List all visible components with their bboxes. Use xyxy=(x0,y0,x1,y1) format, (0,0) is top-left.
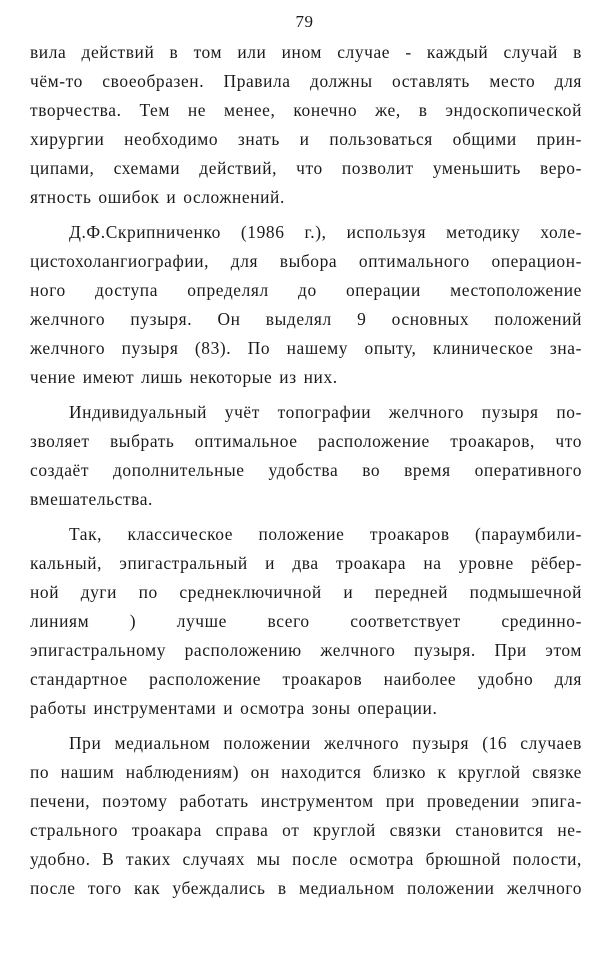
text-line: стрального троакара справа от круглой связки становится не- xyxy=(30,820,582,840)
text-line: хирургии необходимо знать и пользоваться общими прин- xyxy=(30,129,582,149)
text-line: зволяет выбрать оптимальное расположение троакаров, что xyxy=(30,431,582,451)
text-line: линиям ) лучше всего соответствует срединно- xyxy=(30,611,582,631)
text-line: работы инструментами и осмотра зоны операции. xyxy=(30,698,438,718)
text-line: кальный, эпигастральный и два троакара на уровне рёбер- xyxy=(30,553,582,573)
paragraph-1 xyxy=(30,38,582,212)
body-text xyxy=(30,38,582,903)
text-line: цистохолангиографии, для выбора оптимального операцион- xyxy=(30,251,582,271)
paragraph-3 xyxy=(30,398,582,514)
text-line: чение имеют лишь некоторые из них. xyxy=(30,367,338,387)
text-line: стандартное расположение троакаров наиболее удобно для xyxy=(30,669,582,689)
text-line: чём-то своеобразен. Правила должны оставлять место для xyxy=(30,71,582,91)
paragraph-4 xyxy=(30,520,582,723)
text-line: создаёт дополнительные удобства во время оперативного xyxy=(30,460,582,480)
text-line: эпигастральному расположению желчного пузыря. При этом xyxy=(30,640,582,660)
text-line: ципами, схемами действий, что позволит уменьшить веро- xyxy=(30,158,582,178)
text-line: Д.Ф.Скрипниченко (1986 г.), используя методику холе- xyxy=(69,222,582,242)
text-line: Так, классическое положение троакаров (параумбили- xyxy=(69,524,582,544)
text-line: печени, поэтому работать инструментом при проведении эпига- xyxy=(30,791,582,811)
text-line: удобно. В таких случаях мы после осмотра брюшной полости, xyxy=(30,849,582,869)
page-number: 79 xyxy=(295,12,314,31)
text-line: вила действий в том или ином случае - каждый случай в xyxy=(30,42,582,62)
text-line: При медиальном положении желчного пузыря (16 случаев xyxy=(69,733,582,753)
text-line: Индивидуальный учёт топографии желчного пузыря по- xyxy=(69,402,582,422)
text-line: ного доступа определял до операции местоположение xyxy=(30,280,582,300)
text-line: по нашим наблюдениям) он находится близко к круглой связке xyxy=(30,762,582,782)
text-line: после того как убеждались в медиальном положении желчного xyxy=(30,878,582,898)
text-line: желчного пузыря. Он выделял 9 основных положений xyxy=(30,309,582,329)
text-line: ятность ошибок и осложнений. xyxy=(30,187,285,207)
text-line: вмешательства. xyxy=(30,489,153,509)
paragraph-5 xyxy=(30,729,582,903)
text-line: творчества. Тем не менее, конечно же, в эндоскопической xyxy=(30,100,582,120)
text-line: ной дуги по среднеключичной и передней подмышечной xyxy=(30,582,582,602)
text-line: желчного пузыря (83). По нашему опыту, клиническое зна- xyxy=(30,338,582,358)
paragraph-2 xyxy=(30,218,582,392)
